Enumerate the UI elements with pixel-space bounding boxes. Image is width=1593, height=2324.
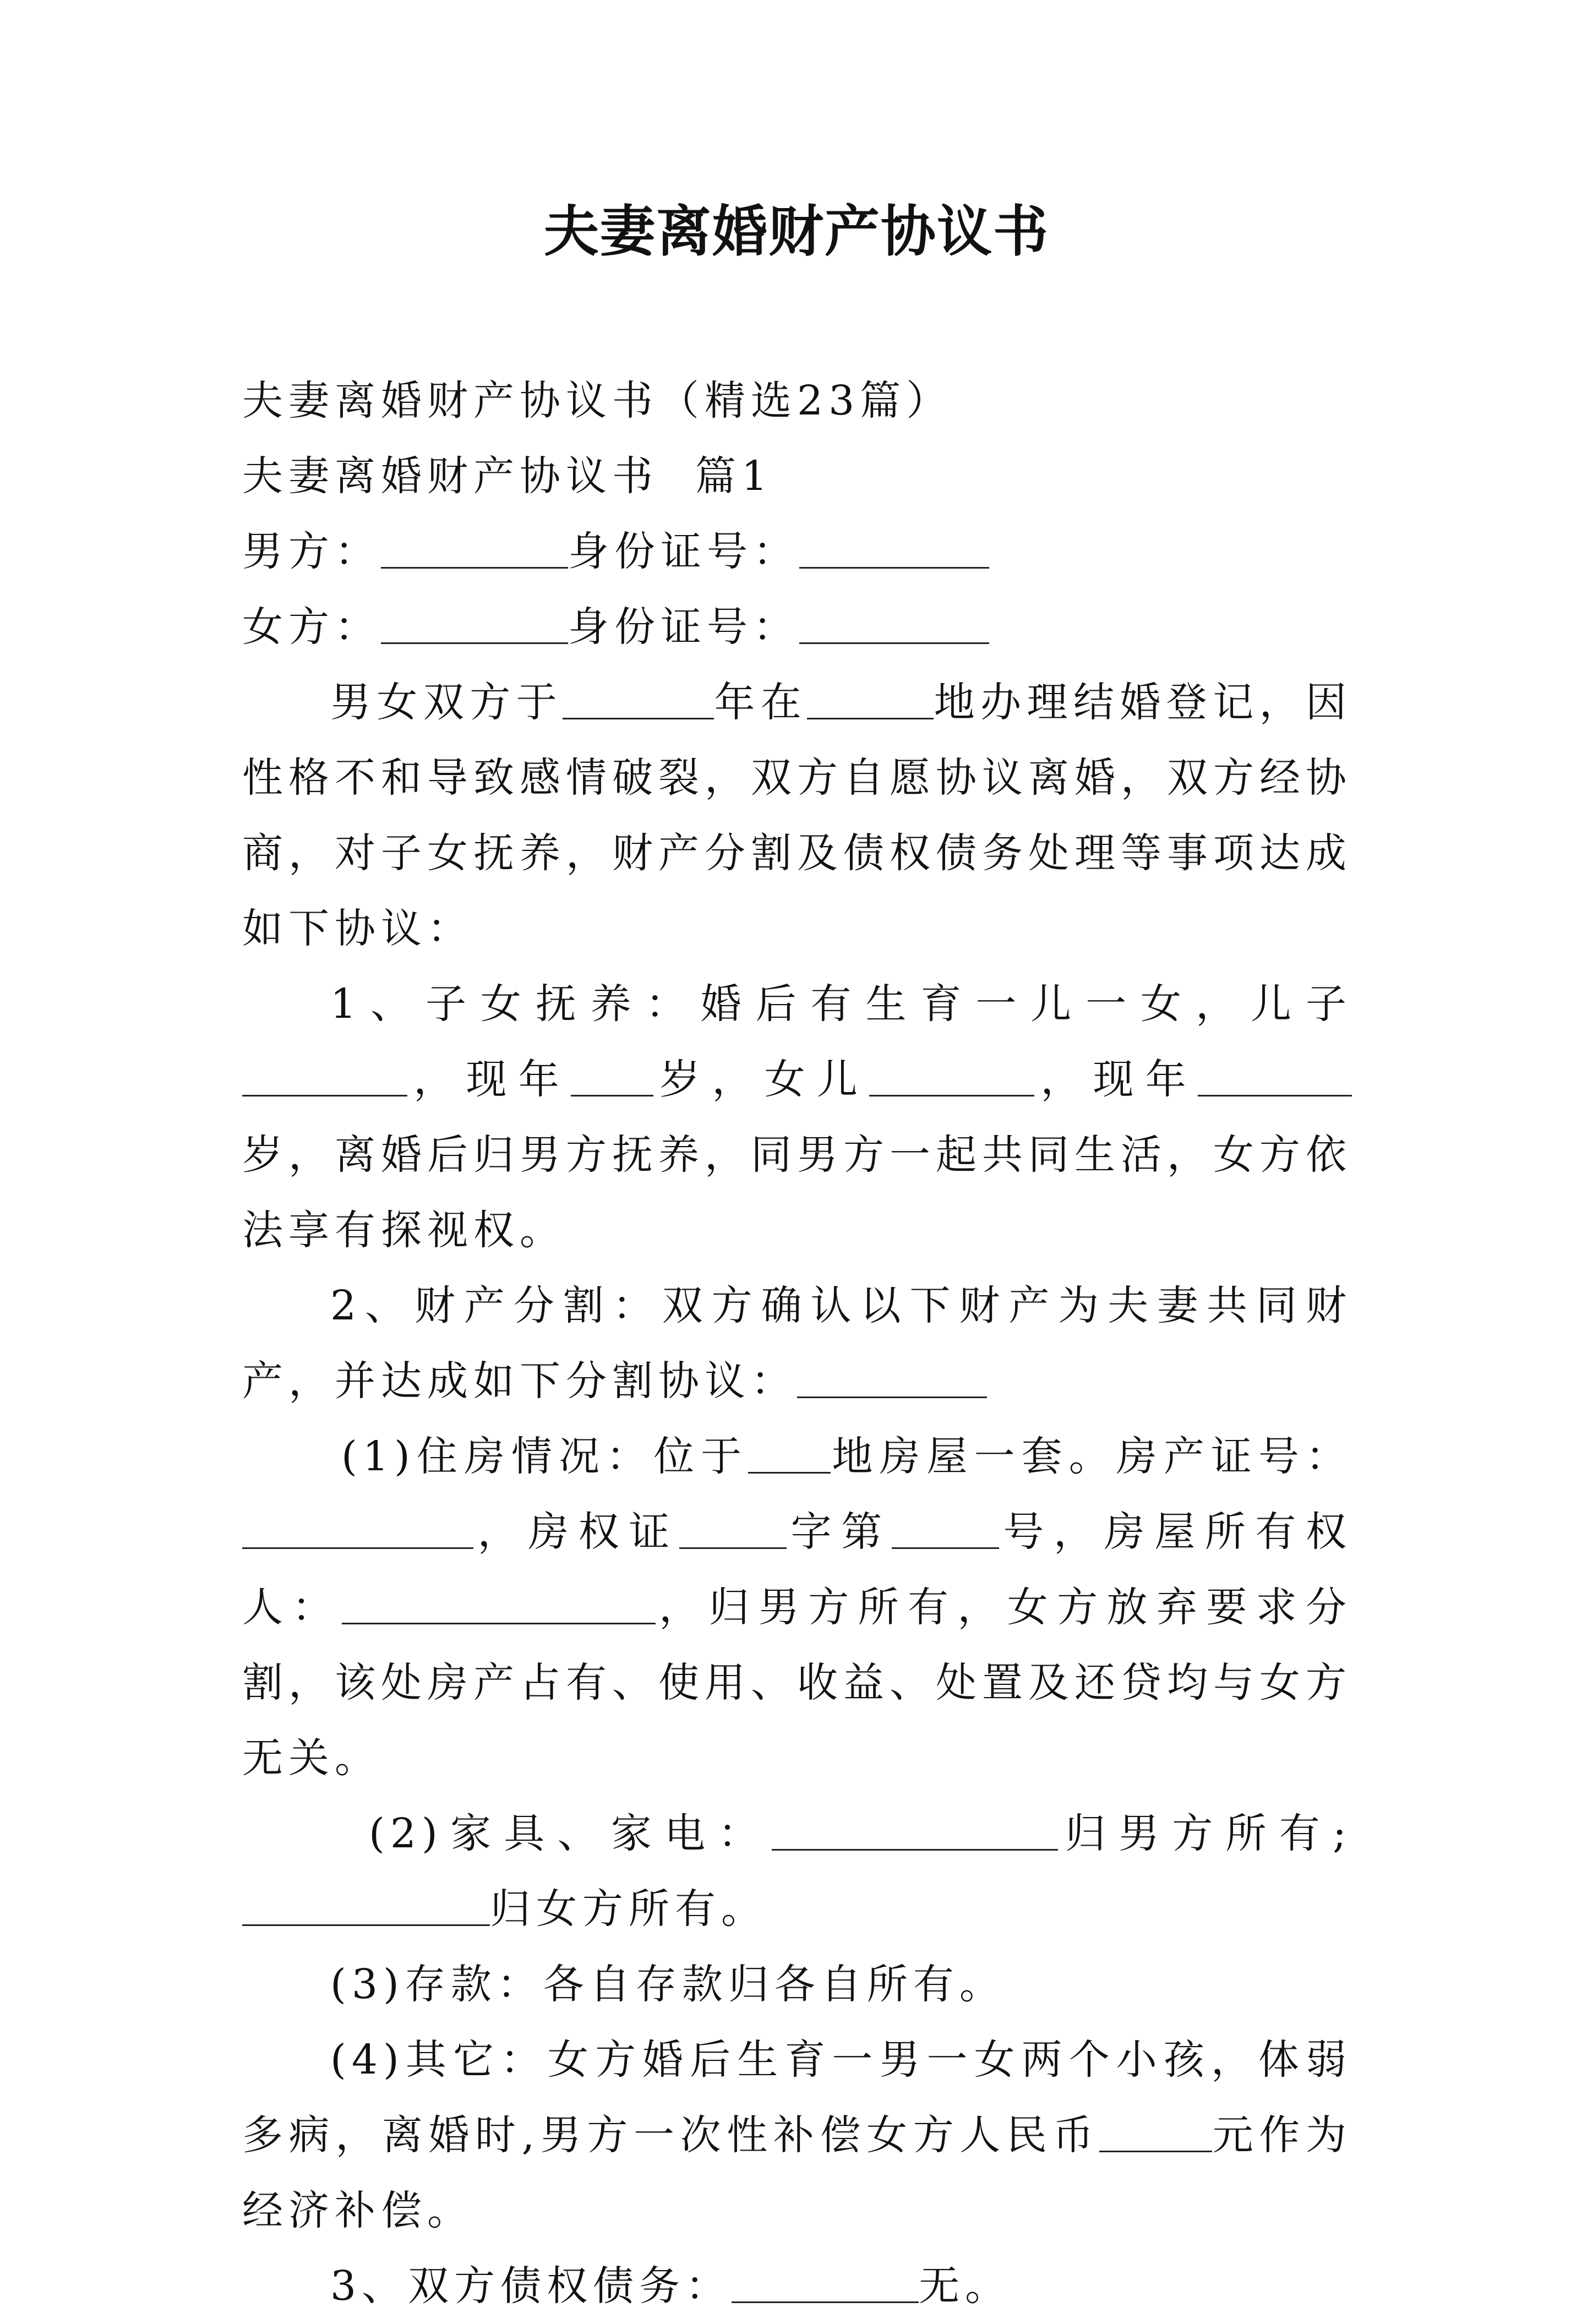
woman-name-blank xyxy=(381,607,568,644)
deposit-paragraph: (3)存款：各自存款归各自所有。 xyxy=(330,1961,1006,2008)
item1-text-c: 岁，女儿 xyxy=(653,1056,870,1103)
place-blank xyxy=(807,683,934,719)
debt-text-b: 无。 xyxy=(919,2262,1012,2310)
house-location-blank xyxy=(748,1437,831,1474)
man-label: 男方： xyxy=(242,528,381,575)
division-blank xyxy=(797,1361,987,1398)
house-text-f: ，归男方所有，女方放弃要求分割，该处房产占有、使用、收益、处置及还贷均与女方无关。 xyxy=(242,1584,1352,1782)
other-text-b: 元作为经济补偿。 xyxy=(242,2112,1352,2234)
section-heading: 夫妻离婚财产协议书 篇1 xyxy=(242,452,773,500)
intro-text-c: 地办理结婚登记，因性格不和导致感情破裂，双方自愿协议离婚，双方经协商，对子女抚养，财产分割及债权债务处理等事项达成如下协议： xyxy=(242,679,1352,952)
house-owner-blank xyxy=(342,1587,656,1624)
item1-paragraph xyxy=(242,967,1352,1268)
woman-line xyxy=(242,590,1352,665)
intro-text-b: 年在 xyxy=(714,679,808,726)
other-paragraph xyxy=(242,2022,1352,2249)
item1-text-d: ，现年 xyxy=(1034,1056,1198,1103)
man-name-blank xyxy=(381,532,568,569)
son-name-blank xyxy=(242,1060,407,1096)
subtitle-line: 夫妻离婚财产协议书（精选23篇） xyxy=(242,377,953,424)
house-text-e: 号，房屋所有权人： xyxy=(242,1508,1352,1631)
house-text-b: 地房屋一套。房产证号： xyxy=(831,1433,1352,1480)
intro-text-a: 男女双方于 xyxy=(330,679,563,726)
furniture-text-b: 归男方所有; xyxy=(1057,1810,1352,1857)
daughter-age-blank xyxy=(1198,1060,1352,1096)
woman-label: 女方： xyxy=(242,603,381,651)
furniture-paragraph xyxy=(242,1796,1352,1947)
debt-text-a: 3、双方债权债务： xyxy=(330,2262,732,2310)
furniture-text-a: (2)家具、家电： xyxy=(369,1810,772,1857)
woman-id-label: 身份证号： xyxy=(568,603,799,651)
house-cert-blank xyxy=(242,1512,473,1549)
document-body xyxy=(242,363,1352,665)
house-number-blank xyxy=(892,1512,999,1549)
debt-blank xyxy=(732,2266,919,2303)
year-blank xyxy=(563,683,714,719)
item1-text-a: 1、子女抚养：婚后有生育一儿一女，儿子 xyxy=(330,980,1352,1028)
intro-paragraph xyxy=(242,665,1352,967)
item1-text-e: 岁，离婚后归男方抚养，同男方一起共同生活，女方依法享有探视权。 xyxy=(242,1131,1352,1254)
other-text-a: (4)其它：女方婚后生育一男一女两个小孩，体弱多病，离婚时,男方一次性补偿女方人民币 xyxy=(242,2036,1352,2159)
man-id-blank xyxy=(799,532,989,569)
house-text-d: 字第 xyxy=(787,1508,892,1556)
item1-text-b: ，现年 xyxy=(407,1056,571,1103)
son-age-blank xyxy=(571,1060,653,1096)
house-right-blank xyxy=(679,1512,787,1549)
intro-block xyxy=(242,665,1352,2324)
compensation-blank xyxy=(1099,2115,1212,2152)
document-title: 夫妻离婚财产协议书 xyxy=(544,199,1049,264)
daughter-name-blank xyxy=(869,1060,1034,1096)
house-paragraph xyxy=(242,1419,1352,1796)
item2-text-a: 2、财产分割：双方确认以下财产为夫妻共同财产，并达成如下分割协议： xyxy=(242,1282,1352,1405)
house-text-a: (1)住房情况：位于 xyxy=(341,1433,749,1480)
man-line xyxy=(242,514,1352,590)
furniture-woman-blank xyxy=(242,1889,490,1926)
man-id-label: 身份证号： xyxy=(568,528,799,575)
item2-paragraph xyxy=(242,1268,1352,1419)
furniture-text-c: 归女方所有。 xyxy=(490,1885,767,1933)
furniture-man-blank xyxy=(772,1814,1058,1851)
woman-id-blank xyxy=(799,607,989,644)
debt-paragraph xyxy=(242,2249,1352,2324)
house-text-c: ，房权证 xyxy=(473,1508,679,1556)
